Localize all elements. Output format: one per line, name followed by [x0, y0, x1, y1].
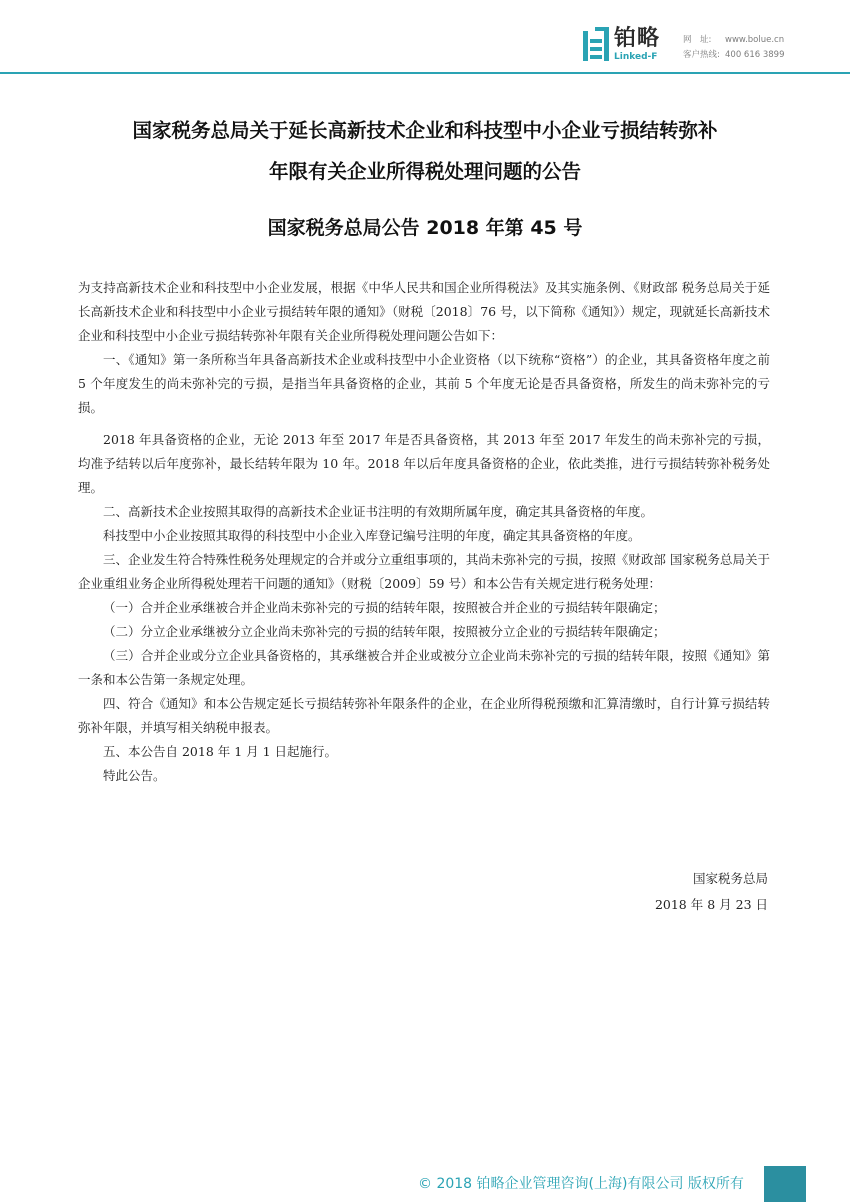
footer-accent-block	[764, 1166, 806, 1202]
hotline-number: 400 616 3899	[725, 50, 785, 60]
signature-date: 2018 年 8 月 23 日	[654, 897, 768, 912]
body-paragraph: （二）分立企业承继被分立企业尚未弥补完的亏损的结转年限，按照被分立企业的亏损结转年限确定；	[103, 624, 666, 639]
website-label: 网 址:	[683, 35, 712, 45]
website-row	[683, 33, 784, 48]
page-header	[0, 0, 850, 74]
body-paragraph: 特此公告。	[103, 768, 166, 783]
body-paragraph: （三）合并企业或分立企业具备资格的，其承继被合并企业或被分立企业尚未弥补完的亏损的结转年限，按照《通知》第一条和本公告第一条规定处理。	[78, 648, 770, 687]
body-paragraph: （一）合并企业承继被合并企业尚未弥补完的亏损的结转年限，按照被合并企业的亏损结转年限确定；	[103, 600, 666, 615]
signature-block	[655, 866, 768, 918]
document-subtitle: 国家税务总局公告 2018 年第 45 号	[267, 217, 583, 239]
body-paragraph: 二、高新技术企业按照其取得的高新技术企业证书注明的有效期所属年度，确定其具备资格的年度。	[103, 504, 654, 519]
contact-info	[683, 33, 784, 63]
body-paragraph: 一、《通知》第一条所称当年具备高新技术企业或科技型中小企业资格（以下统称“资格”）的企业，其具备资格年度之前 5 个年度发生的尚未弥补完的亏损，是指当年具备资格的企业，其前 5 个年度无论是否具备资格，所发生的尚未弥补完的亏损。	[78, 352, 770, 415]
hotline-row	[683, 48, 784, 63]
bolue-logo	[583, 27, 677, 65]
body-paragraph: 为支持高新技术企业和科技型中小企业发展，根据《中华人民共和国企业所得税法》及其实施条例、《财政部 税务总局关于延长高新技术企业和科技型中小企业亏损结转年限的通知》（财税〔2018〕76 号，以下简称《通知》）规定，现就延长高新技术企业和科技型中小企业亏损结转弥补年限有关企业所得税处理问题公告如下：	[78, 280, 770, 343]
body-paragraph: 四、符合《通知》和本公告规定延长亏损结转弥补年限条件的企业，在企业所得税预缴和汇算清缴时，自行计算亏损结转弥补年限，并填写相关纳税申报表。	[78, 696, 770, 735]
website-link[interactable]: www.bolue.cn	[725, 35, 785, 45]
body-paragraph: 三、企业发生符合特殊性税务处理规定的合并或分立重组事项的，其尚未弥补完的亏损，按照《财政部 国家税务总局关于企业重组业务企业所得税处理若干问题的通知》（财税〔2009〕59 号）和本公告有关规定进行税务处理：	[78, 552, 770, 591]
body-paragraph: 五、本公告自 2018 年 1 月 1 日起施行。	[103, 744, 338, 759]
document-title-line-2: 年限有关企业所得税处理问题的公告	[268, 160, 581, 183]
document-body	[78, 276, 770, 788]
signature-org: 国家税务总局	[692, 871, 768, 886]
logo-mark-icon	[583, 27, 611, 61]
logo-chinese-name: 铂略	[614, 26, 661, 51]
body-paragraph: 2018 年具备资格的企业，无论 2013 年至 2017 年是否具备资格，其 2013 年至 2017 年发生的尚未弥补完的亏损，均准予结转以后年度弥补，最长结转年限为 10 年。2018 年以后年度具备资格的企业，依此类推，进行亏损结转弥补税务处理。	[78, 432, 770, 495]
logo-english-name: Linked-F	[614, 52, 658, 62]
header-divider	[0, 72, 850, 74]
body-paragraph: 科技型中小企业按照其取得的科技型中小企业入库登记编号注明的年度，确定其具备资格的年度。	[103, 528, 641, 543]
hotline-label: 客户热线:	[683, 50, 720, 60]
document-title-line-1: 国家税务总局关于延长高新技术企业和科技型中小企业亏损结转弥补	[132, 119, 718, 142]
footer-copyright: © 2018 铂略企业管理咨询(上海)有限公司 版权所有	[418, 1176, 744, 1192]
